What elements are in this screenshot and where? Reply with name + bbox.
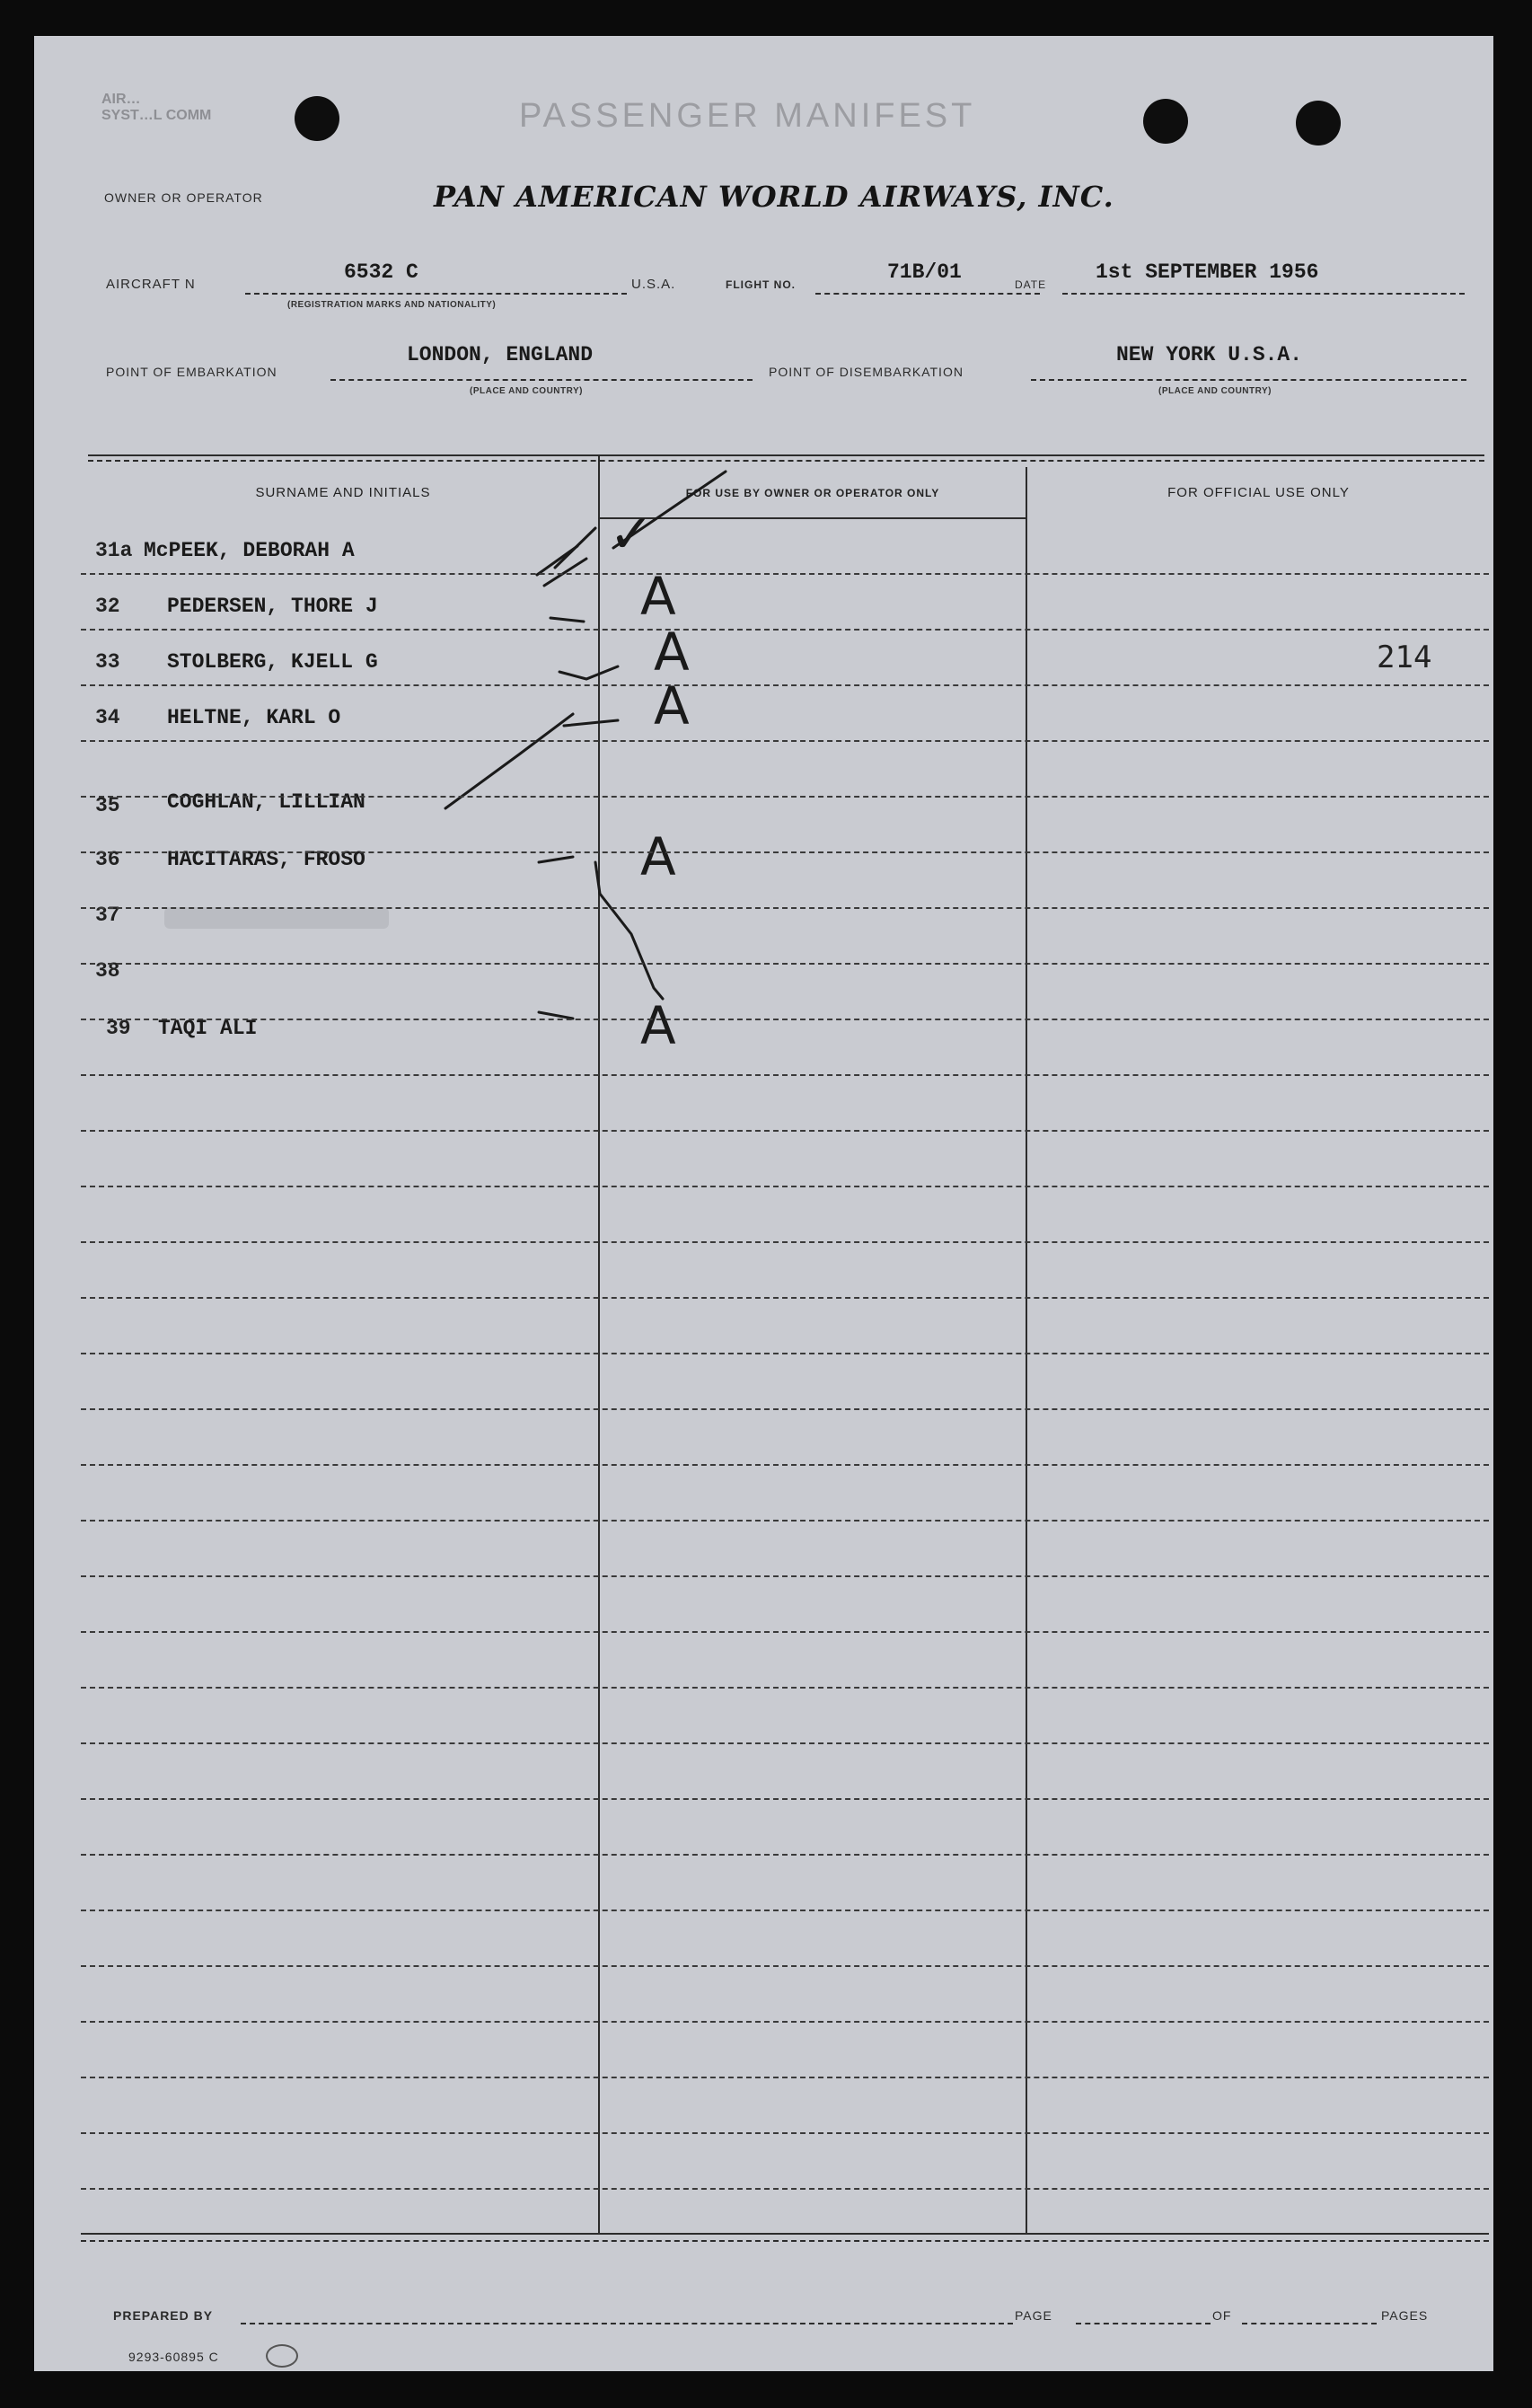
disembark-value: NEW YORK U.S.A. — [1116, 343, 1303, 366]
col-header-official: FOR OFFICIAL USE ONLY — [1167, 485, 1350, 500]
passenger-name: COGHLAN, LILLIAN — [167, 790, 365, 814]
embark-label: POINT OF EMBARKATION — [106, 365, 277, 379]
stroke-31a-b — [544, 559, 586, 586]
row-line — [81, 573, 1489, 575]
table-bottom-line-2 — [81, 2240, 1489, 2242]
aircraft-label: AIRCRAFT N — [106, 277, 196, 292]
row-line — [81, 1520, 1489, 1522]
row-line — [81, 2132, 1489, 2134]
dash-34a — [564, 720, 618, 726]
row-line — [81, 1687, 1489, 1689]
owner-mark: A — [654, 622, 690, 683]
row-line — [81, 1241, 1489, 1243]
row-line — [81, 851, 1489, 853]
owner-mark: A — [640, 995, 676, 1056]
page-label: PAGE — [1015, 2308, 1052, 2323]
usa-label: U.S.A. — [631, 277, 676, 292]
passenger-name: STOLBERG, KJELL G — [167, 650, 378, 674]
corner-text-2: SYST…L COMM — [101, 108, 212, 123]
col-header-surname: SURNAME AND INITIALS — [255, 485, 431, 500]
row-line — [81, 1575, 1489, 1577]
registration-sub: (REGISTRATION MARKS AND NATIONALITY) — [287, 300, 497, 310]
passenger-name: PEDERSEN, THORE J — [167, 595, 378, 618]
row-line — [81, 907, 1489, 909]
prepared-by-underline — [241, 2323, 1013, 2324]
passenger-name: HACITARAS, FROSO — [167, 848, 365, 871]
row-line — [81, 1742, 1489, 1744]
row-number: 32 — [95, 595, 120, 618]
pages-label: PAGES — [1381, 2308, 1429, 2323]
date-label: DATE — [1015, 278, 1047, 291]
disembark-label: POINT OF DISEMBARKATION — [769, 365, 964, 379]
corner-text-1: AIR… — [101, 92, 141, 107]
row-line — [81, 1019, 1489, 1020]
page-underline — [1076, 2323, 1211, 2324]
row-line — [81, 1297, 1489, 1299]
row-line — [81, 2188, 1489, 2190]
date-value: 1st SEPTEMBER 1956 — [1096, 260, 1319, 284]
flight-value: 71B/01 — [887, 260, 962, 284]
bracket-37-39 — [595, 862, 663, 999]
row-line — [81, 1353, 1489, 1354]
manifest-sheet — [34, 36, 1493, 2371]
check-35 — [445, 714, 573, 808]
row-line — [81, 1464, 1489, 1466]
embark-sub: (PLACE AND COUNTRY) — [470, 386, 583, 396]
aircraft-value: 6532 C — [344, 260, 418, 284]
row-number: 38 — [95, 959, 120, 983]
row-number: 39 — [106, 1017, 131, 1040]
embark-value: LONDON, ENGLAND — [407, 343, 594, 366]
official-number: 214 — [1377, 639, 1432, 675]
owner-mark: A — [640, 826, 676, 887]
row-line — [81, 2077, 1489, 2078]
disembark-sub: (PLACE AND COUNTRY) — [1158, 386, 1272, 396]
row-line — [81, 684, 1489, 686]
of-underline — [1242, 2323, 1377, 2324]
passenger-name: TAQI ALI — [158, 1017, 258, 1040]
row-line — [81, 629, 1489, 631]
passenger-name: HELTNE, KARL O — [167, 706, 341, 729]
row-number: 33 — [95, 650, 120, 674]
owner-mark: A — [654, 675, 690, 737]
row-number: 31a — [95, 539, 133, 562]
row-line — [81, 740, 1489, 742]
col-header-owner: FOR USE BY OWNER OR OPERATOR ONLY — [685, 487, 940, 499]
stroke-owner-31a — [613, 472, 726, 548]
owner-value: PAN AMERICAN WORLD AIRWAYS, INC. — [434, 180, 1114, 214]
row-number: 37 — [95, 904, 120, 927]
dash-32 — [550, 618, 584, 622]
owner-checkmark: ✓ — [609, 503, 655, 566]
row-line — [81, 1965, 1489, 1967]
row-line — [81, 1854, 1489, 1856]
row-line — [81, 1910, 1489, 1911]
row-line — [81, 1631, 1489, 1633]
row-line — [81, 2021, 1489, 2023]
passenger-name: McPEEK, DEBORAH A — [144, 539, 355, 562]
of-label: OF — [1212, 2308, 1232, 2323]
dash-39 — [539, 1012, 573, 1019]
row-line — [81, 1130, 1489, 1132]
row-line — [81, 1408, 1489, 1410]
dash-33 — [559, 666, 618, 679]
row-line — [81, 963, 1489, 965]
pen-strokes — [34, 36, 1493, 1114]
row-line — [81, 796, 1489, 798]
union-label-icon — [266, 2344, 298, 2368]
form-code: 9293-60895 C — [128, 2350, 219, 2364]
table-bottom-line-1 — [81, 2233, 1489, 2235]
owner-label: OWNER OR OPERATOR — [104, 190, 263, 205]
dash-36 — [539, 857, 573, 862]
flight-label: FLIGHT NO. — [726, 278, 796, 291]
row-line — [81, 1074, 1489, 1076]
row-number: 35 — [95, 794, 120, 817]
row-number: 34 — [95, 706, 120, 729]
prepared-by-label: PREPARED BY — [113, 2308, 214, 2323]
row-number: 36 — [95, 848, 120, 871]
form-title: PASSENGER MANIFEST — [519, 97, 976, 135]
row-line — [81, 1798, 1489, 1800]
owner-mark: A — [640, 566, 676, 627]
stroke-31a-c — [555, 528, 595, 568]
row-line — [81, 1186, 1489, 1187]
